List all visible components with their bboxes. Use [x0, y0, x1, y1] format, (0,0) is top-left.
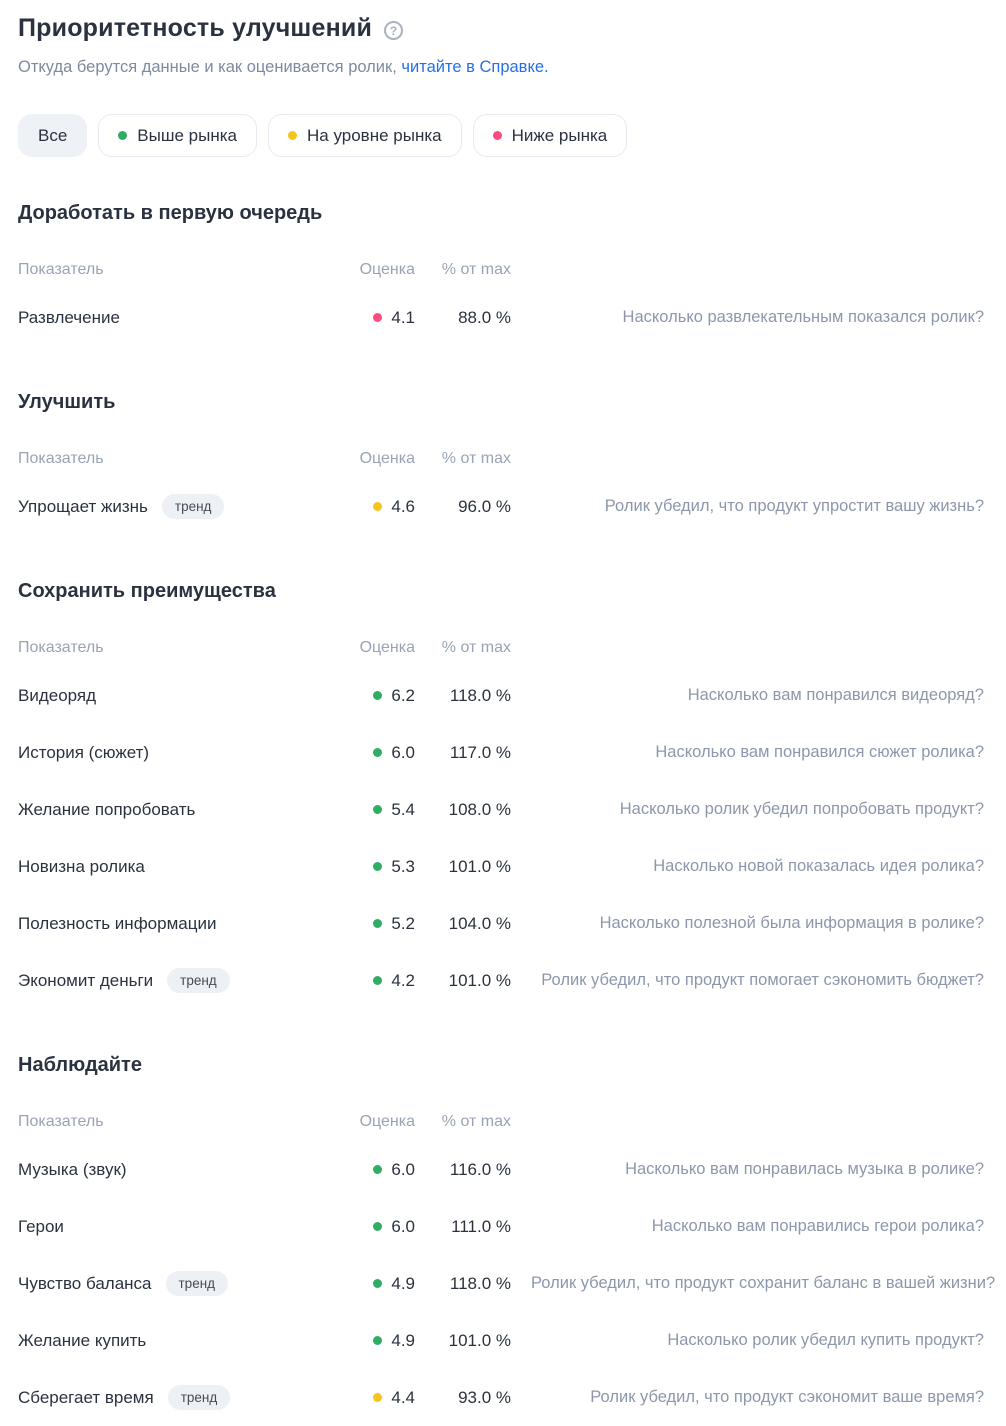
score-value: 5.4	[391, 799, 415, 819]
status-dot-icon	[493, 131, 502, 140]
help-link[interactable]: читайте в Справке.	[401, 58, 549, 76]
status-dot-icon	[118, 131, 127, 140]
filter-chip[interactable]	[268, 114, 462, 157]
score-dot-icon	[373, 691, 382, 700]
page-header	[18, 14, 984, 43]
row-description: Ролик убедил, что продукт сохранит баланс в вашей жизни?	[531, 1274, 996, 1292]
indicator-name: Чувство баланса	[18, 1273, 152, 1293]
table-row	[18, 1141, 984, 1198]
filter-chip[interactable]	[98, 114, 257, 157]
column-header-percent: % от max	[441, 639, 511, 656]
score-value: 4.4	[391, 1387, 415, 1407]
filter-chips	[18, 114, 984, 157]
table-row	[18, 1255, 996, 1312]
filter-chip[interactable]	[473, 114, 628, 157]
indicator-cell	[18, 686, 348, 706]
percent-value: 116.0 %	[449, 1159, 511, 1179]
score-dot-icon	[373, 862, 382, 871]
indicator-cell	[18, 1385, 348, 1411]
indicator-cell	[18, 857, 348, 877]
score-cell	[348, 686, 415, 706]
score-value: 6.2	[391, 685, 415, 705]
row-description: Насколько полезной была информация в ролике?	[599, 914, 984, 932]
score-cell	[348, 857, 415, 877]
score-cell	[348, 497, 415, 517]
column-header-score: Оценка	[359, 261, 415, 278]
indicator-cell	[18, 1217, 348, 1237]
indicator-name: Упрощает жизнь	[18, 496, 148, 516]
score-dot-icon	[373, 1222, 382, 1231]
column-header-indicator: Показатель	[18, 1113, 104, 1130]
section-title: Сохранить преимущества	[18, 580, 276, 602]
trend-badge: тренд	[162, 494, 225, 520]
table-row	[18, 781, 984, 838]
score-cell	[348, 1160, 415, 1180]
subtitle-text: Откуда берутся данные и как оценивается ролик,	[18, 58, 402, 76]
percent-value: 108.0 %	[448, 799, 511, 819]
chip-label: Все	[38, 125, 68, 145]
rows	[18, 1141, 996, 1426]
indicator-name: Полезность информации	[18, 913, 217, 933]
score-dot-icon	[373, 976, 382, 985]
score-dot-icon	[373, 748, 382, 757]
row-description: Ролик убедил, что продукт сэкономит ваше время?	[590, 1388, 984, 1406]
table-row	[18, 838, 984, 895]
indicator-cell	[18, 1271, 348, 1297]
section-title: Доработать в первую очередь	[18, 202, 323, 224]
section	[18, 202, 984, 346]
page-title: Приоритетность улучшений	[18, 14, 373, 42]
score-cell	[348, 1217, 415, 1237]
column-header-percent: % от max	[441, 261, 511, 278]
score-dot-icon	[373, 313, 382, 322]
rows	[18, 478, 984, 535]
percent-value: 101.0 %	[448, 970, 511, 990]
table-row	[18, 289, 984, 346]
section	[18, 580, 984, 1009]
row-description: Насколько вам понравился видеоряд?	[687, 686, 984, 704]
indicator-cell	[18, 1331, 348, 1351]
table-row	[18, 478, 984, 535]
score-value: 4.1	[391, 307, 415, 327]
score-value: 4.2	[391, 970, 415, 990]
score-cell	[348, 743, 415, 763]
percent-value: 111.0 %	[451, 1216, 511, 1236]
section	[18, 391, 984, 535]
score-cell	[348, 800, 415, 820]
score-dot-icon	[373, 805, 382, 814]
percent-value: 118.0 %	[449, 685, 511, 705]
score-value: 4.9	[391, 1273, 415, 1293]
score-cell	[348, 1274, 415, 1294]
table-row	[18, 1198, 984, 1255]
score-dot-icon	[373, 1393, 382, 1402]
chip-label: Выше рынка	[137, 125, 237, 145]
score-value: 6.0	[391, 1159, 415, 1179]
rows	[18, 289, 984, 346]
section	[18, 1054, 996, 1426]
indicator-cell	[18, 743, 348, 763]
score-dot-icon	[373, 1279, 382, 1288]
rows	[18, 667, 984, 1009]
score-value: 5.3	[391, 856, 415, 876]
score-value: 6.0	[391, 742, 415, 762]
status-dot-icon	[288, 131, 297, 140]
indicator-name: Экономит деньги	[18, 970, 154, 990]
indicator-cell	[18, 800, 348, 820]
column-header-indicator: Показатель	[18, 261, 104, 278]
percent-value: 88.0 %	[458, 307, 511, 327]
indicator-cell	[18, 914, 348, 934]
row-description: Ролик убедил, что продукт упростит вашу жизнь?	[604, 497, 984, 515]
score-value: 6.0	[391, 1216, 415, 1236]
score-cell	[348, 1388, 415, 1408]
indicator-name: История (сюжет)	[18, 742, 150, 762]
indicator-name: Желание попробовать	[18, 799, 196, 819]
indicator-name: Музыка (звук)	[18, 1159, 127, 1179]
row-description: Насколько вам понравилась музыка в ролике?	[625, 1160, 984, 1178]
table-row	[18, 1369, 984, 1426]
row-description: Насколько вам понравился сюжет ролика?	[655, 743, 984, 761]
percent-value: 104.0 %	[448, 913, 511, 933]
indicator-name: Развлечение	[18, 307, 120, 327]
section-title: Улучшить	[18, 391, 116, 413]
score-value: 4.9	[391, 1330, 415, 1350]
column-header-score: Оценка	[359, 450, 415, 467]
table-header	[18, 450, 984, 468]
chip-label: Ниже рынка	[511, 125, 608, 145]
score-cell	[348, 1331, 415, 1351]
page-subtitle	[18, 58, 984, 77]
table-row	[18, 724, 984, 781]
indicator-name: Желание купить	[18, 1330, 147, 1350]
column-header-score: Оценка	[359, 1113, 415, 1130]
score-value: 4.6	[391, 496, 415, 516]
indicator-cell	[18, 968, 348, 994]
score-value: 5.2	[391, 913, 415, 933]
column-header-indicator: Показатель	[18, 450, 104, 467]
score-cell	[348, 971, 415, 991]
trend-badge: тренд	[167, 968, 230, 994]
row-description: Насколько вам понравились герои ролика?	[651, 1217, 984, 1235]
score-dot-icon	[373, 502, 382, 511]
column-header-score: Оценка	[359, 639, 415, 656]
column-header-indicator: Показатель	[18, 639, 104, 656]
percent-value: 101.0 %	[448, 1330, 511, 1350]
indicator-cell	[18, 308, 348, 328]
table-row	[18, 895, 984, 952]
row-description: Ролик убедил, что продукт помогает сэкономить бюджет?	[541, 971, 984, 989]
chip-label: На уровне рынка	[307, 125, 442, 145]
indicator-cell	[18, 494, 348, 520]
score-dot-icon	[373, 919, 382, 928]
score-cell	[348, 308, 415, 328]
column-header-percent: % от max	[441, 450, 511, 467]
percent-value: 96.0 %	[458, 496, 511, 516]
help-icon[interactable]: ?	[384, 21, 403, 40]
table-row	[18, 667, 984, 724]
table-header	[18, 639, 984, 657]
score-dot-icon	[373, 1165, 382, 1174]
row-description: Насколько ролик убедил купить продукт?	[667, 1331, 984, 1349]
table-row	[18, 952, 984, 1009]
table-header	[18, 1113, 984, 1131]
row-description: Насколько развлекательным показался ролик?	[622, 308, 984, 326]
score-cell	[348, 914, 415, 934]
section-title: Наблюдайте	[18, 1054, 142, 1076]
percent-value: 93.0 %	[458, 1387, 511, 1407]
column-header-percent: % от max	[441, 1113, 511, 1130]
percent-value: 101.0 %	[448, 856, 511, 876]
trend-badge: тренд	[168, 1385, 231, 1411]
percent-value: 117.0 %	[449, 742, 511, 762]
indicator-name: Видеоряд	[18, 685, 97, 705]
filter-chip[interactable]	[18, 114, 87, 157]
trend-badge: тренд	[166, 1271, 229, 1297]
score-dot-icon	[373, 1336, 382, 1345]
sections	[18, 202, 996, 1426]
table-header	[18, 261, 984, 279]
indicator-name: Новизна ролика	[18, 856, 145, 876]
indicator-cell	[18, 1160, 348, 1180]
row-description: Насколько ролик убедил попробовать продукт?	[619, 800, 984, 818]
indicator-name: Герои	[18, 1216, 64, 1236]
row-description: Насколько новой показалась идея ролика?	[653, 857, 984, 875]
table-row	[18, 1312, 984, 1369]
percent-value: 118.0 %	[449, 1273, 511, 1293]
indicator-name: Сберегает время	[18, 1387, 154, 1407]
